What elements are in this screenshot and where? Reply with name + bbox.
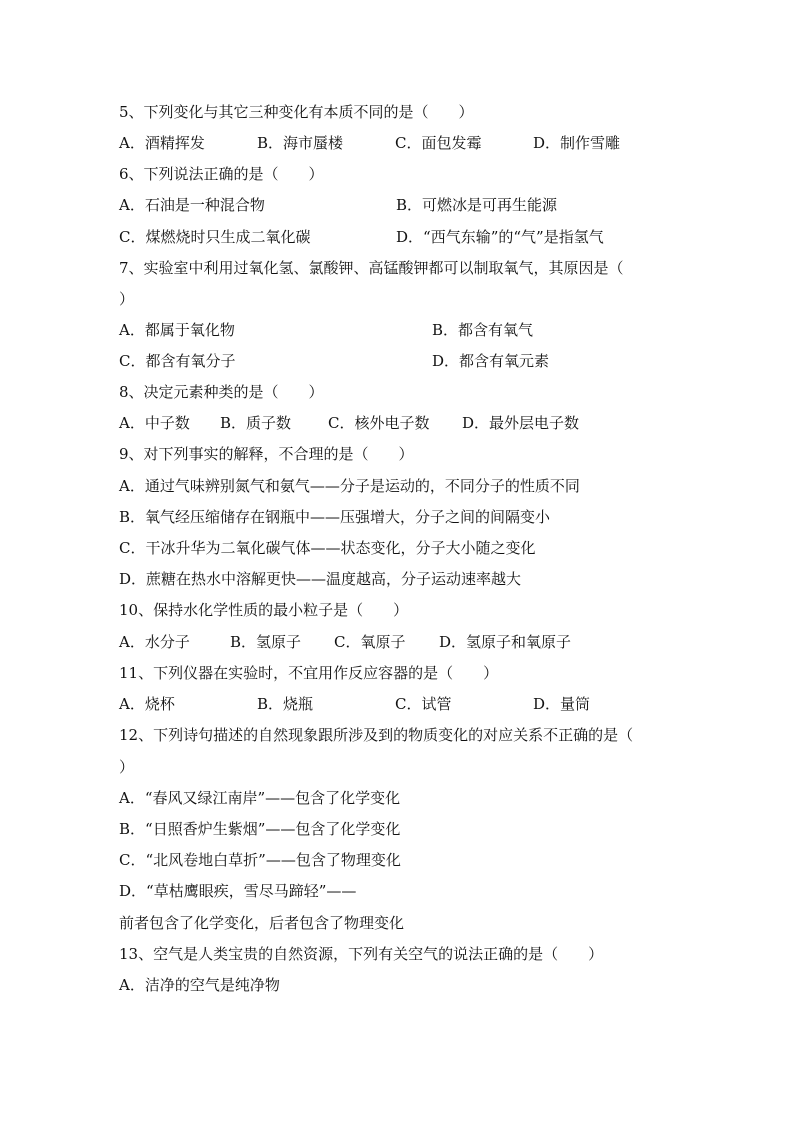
q11-option-c: C．试管 <box>395 695 452 713</box>
question-12-stem: 12、下列诗句描述的自然现象跟所涉及到的物质变化的对应关系不正确的是（ <box>119 726 634 744</box>
question-6-stem: 6、下列说法正确的是（ ） <box>119 165 324 183</box>
question-13-stem: 13、空气是人类宝贵的自然资源，下列有关空气的说法正确的是（ ） <box>119 945 604 963</box>
q7-option-a: A．都属于氧化物 <box>119 321 235 339</box>
q9-option-a: A．通过气味辨别氮气和氨气——分子是运动的，不同分子的性质不同 <box>119 477 580 495</box>
q5-option-c: C．面包发霉 <box>395 134 482 152</box>
q10-option-c: C．氧原子 <box>334 633 406 651</box>
question-9-stem: 9、对下列事实的解释，不合理的是（ ） <box>119 445 414 463</box>
q5-option-b: B．海市蜃楼 <box>257 134 344 152</box>
q12-option-d-cont: 前者包含了化学变化，后者包含了物理变化 <box>119 914 405 932</box>
question-7-stem-cont: ） <box>119 290 135 308</box>
question-7-stem: 7、实验室中利用过氧化氢、氯酸钾、高锰酸钾都可以制取氧气，其原因是（ <box>119 259 624 277</box>
q6-option-a: A．石油是一种混合物 <box>119 196 265 214</box>
q12-option-d: D．“草枯鹰眼疾，雪尽马蹄轻”—— <box>119 882 357 900</box>
q13-option-a: A．洁净的空气是纯净物 <box>119 976 280 994</box>
q7-option-c: C．都含有氧分子 <box>119 352 236 370</box>
q10-option-a: A．水分子 <box>119 633 190 651</box>
q11-option-b: B．烧瓶 <box>257 695 314 713</box>
q12-option-b: B．“日照香炉生紫烟”——包含了化学变化 <box>119 820 401 838</box>
q8-option-b: B．质子数 <box>220 414 292 432</box>
q12-option-c: C．“北风卷地白草折”——包含了物理变化 <box>119 851 401 869</box>
q11-option-a: A．烧杯 <box>119 695 175 713</box>
question-11-stem: 11、下列仪器在实验时，不宜用作反应容器的是（ ） <box>119 664 499 682</box>
q8-option-a: A．中子数 <box>119 414 190 432</box>
q6-option-b: B．可燃冰是可再生能源 <box>396 196 558 214</box>
q8-option-c: C．核外电子数 <box>328 414 430 432</box>
q6-option-c: C．煤燃烧时只生成二氧化碳 <box>119 228 311 246</box>
question-5-stem: 5、下列变化与其它三种变化有本质不同的是（ ） <box>119 103 474 121</box>
question-12-stem-cont: ） <box>119 758 135 776</box>
q9-option-c: C．干冰升华为二氧化碳气体——状态变化，分子大小随之变化 <box>119 539 536 557</box>
q7-option-d: D．都含有氧元素 <box>432 352 550 370</box>
q10-option-d: D．氢原子和氧原子 <box>439 633 572 651</box>
q11-option-d: D．量筒 <box>533 695 591 713</box>
question-10-stem: 10、保持水化学性质的最小粒子是（ ） <box>119 601 409 619</box>
question-8-stem: 8、决定元素种类的是（ ） <box>119 383 324 401</box>
q8-option-d: D．最外层电子数 <box>462 414 580 432</box>
q5-option-d: D．制作雪雕 <box>533 134 621 152</box>
q9-option-b: B．氧气经压缩储存在钢瓶中——压强增大，分子之间的间隔变小 <box>119 508 551 526</box>
q6-option-d: D．“西气东输”的“气”是指氢气 <box>396 228 604 246</box>
q12-option-a: A．“春风又绿江南岸”——包含了化学变化 <box>119 789 401 807</box>
q9-option-d: D．蔗糖在热水中溶解更快——温度越高，分子运动速率越大 <box>119 570 522 588</box>
q7-option-b: B．都含有氧气 <box>432 321 534 339</box>
q5-option-a: A．酒精挥发 <box>119 134 205 152</box>
q10-option-b: B．氢原子 <box>230 633 302 651</box>
